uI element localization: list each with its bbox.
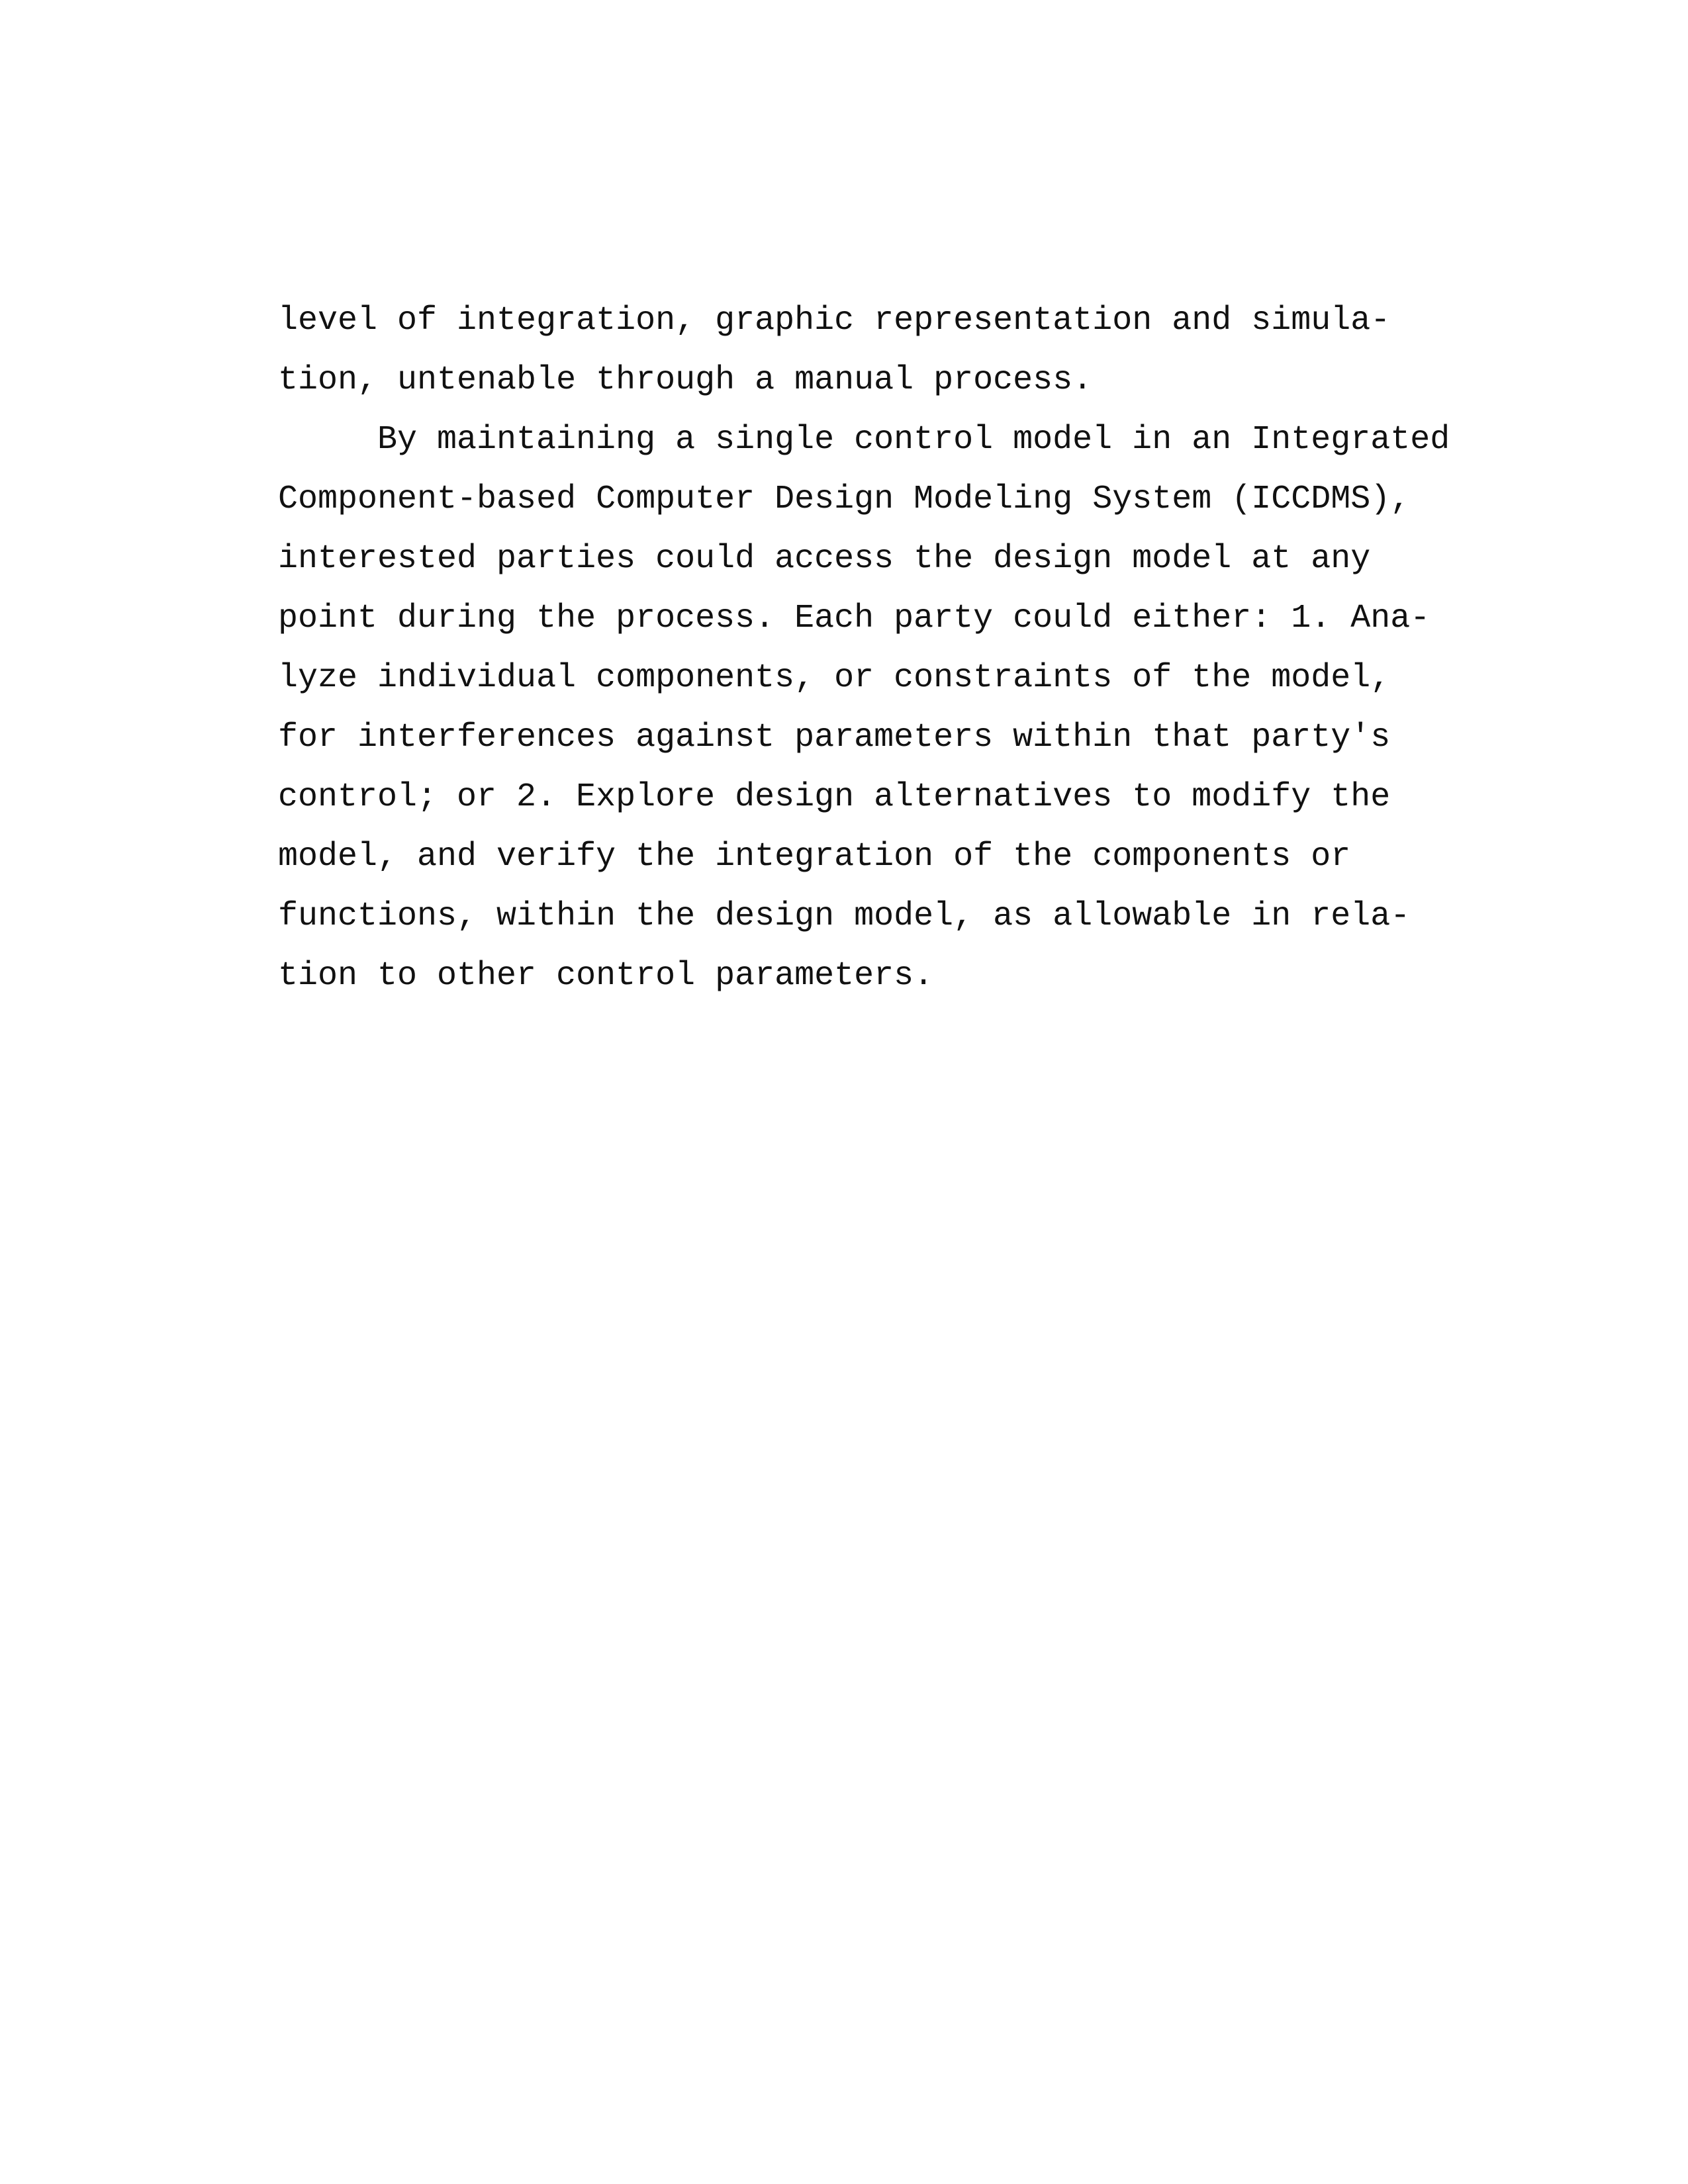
text-line: for interferences against parameters within that party's: [278, 719, 1391, 756]
paragraph-2: [278, 410, 1536, 1006]
text-line: model, and verify the integration of the components or: [278, 838, 1351, 876]
text-line: level of integration, graphic representation and simula-: [278, 302, 1391, 340]
paragraph-1: [278, 291, 1536, 410]
text-line: interested parties could access the design model at any: [278, 540, 1371, 578]
text-line: tion, untenable through a manual process.: [278, 361, 1093, 399]
text-line: functions, within the design model, as allowable in rela-: [278, 897, 1411, 935]
text-line: Component-based Computer Design Modeling System (ICCDMS),: [278, 480, 1411, 518]
text-line: control; or 2. Explore design alternatives to modify the: [278, 778, 1391, 816]
text-line: lyze individual components, or constraints of the model,: [278, 659, 1391, 697]
body-text: [278, 291, 1536, 1006]
text-line: tion to other control parameters.: [278, 957, 934, 995]
text-line: point during the process. Each party could either: 1. Ana-: [278, 600, 1430, 637]
text-line: By maintaining a single control model in an Integrated: [377, 421, 1450, 459]
